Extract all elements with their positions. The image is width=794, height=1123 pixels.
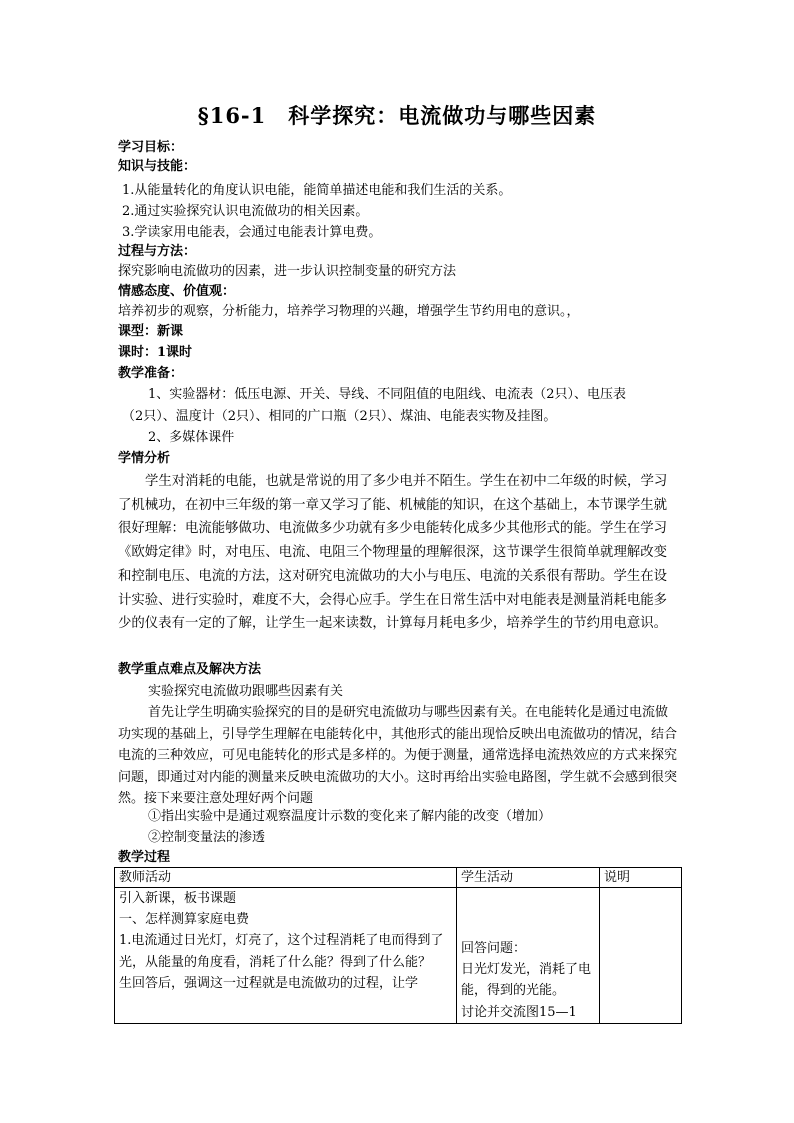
- teacher-line: 1.电流通过日光灯，灯亮了，这个过程消耗了电而得到了光，从能量的角度看，消耗了什么能？得到了什么能？: [119, 933, 444, 970]
- knowledge-item-3: 3.学读家用电能表，会通过电能表计算电费。: [122, 225, 382, 240]
- student-line: 讨论并交流图15—1: [461, 1004, 577, 1020]
- knowledge-heading: 知识与技能：: [118, 159, 197, 174]
- preparation-line-2: （2只）、温度计（2只）、相同的广口瓶（2只）、煤油、电能表实物及挂图。: [122, 409, 557, 424]
- teacher-line: 一、怎样测算家庭电费: [119, 912, 250, 928]
- key-points-heading: 教学重点难点及解决方法: [118, 662, 262, 677]
- teacher-line: 引入新课，板书课题: [119, 891, 237, 906]
- key-points-item-1: ①指出实验中是通过观察温度计示数的变化来了解内能的改变（增加）: [148, 809, 552, 824]
- analysis-paragraph: 学生对消耗的电能，也就是常说的用了多少电并不陌生。学生在初中二年级的时候，学习了机械功，在初中三年级的第一章又学习了能、机械能的知识，在这个基础上，本节课学生就很好理解：电流能够做功、电流做多少功就有多少电能转化成多少其他形式的能。学生在学习《欧姆定律》时，对电压、电流、电阻三个物理量的理解很深，这节课学生很简单就理解改变和控制电压、电流的方法，这对研究电流做功的大小与电压、电流的关系很有帮助。学生在设计实验、进行实验时，难度不大，会得心应手。学生在日常生活中对电能表是测量消耗电能多少的仪表有一定的了解，让学生一起来读数，计算每月耗电多少，培养学生的节约用电意识。: [118, 474, 668, 632]
- column-header-note: 说明: [600, 868, 682, 888]
- teaching-process-table: [114, 867, 682, 1024]
- key-points-item-2: ②控制变量法的渗透: [148, 830, 266, 845]
- lesson-hours: 课时：1课时: [118, 345, 193, 360]
- key-points-subheading: 实验探究电流做功跟哪些因素有关: [148, 684, 344, 699]
- preparation-line-3: 2、多媒体课件: [148, 430, 235, 445]
- table-row: [115, 888, 682, 1024]
- page-title: §16-1 科学探究：电流做功与哪些因素: [197, 103, 597, 128]
- lesson-type: 课型：新课: [118, 324, 184, 339]
- note-cell: [600, 888, 682, 1024]
- student-line: 回答问题：: [461, 941, 527, 956]
- key-points-paragraph: 首先让学生明确实验探究的目的是研究电流做功与哪些因素有关。在电能转化是通过电流做功实现的基础上，引导学生理解在电能转化中，其他形式的能出现恰反映出电流做功的情况，结合电流的三种效应，可见电能转化的形式是多样的。为便于测量，通常选择电流热效应的方式来探究问题，即通过对内能的测量来反映电流做功的大小。这时再给出实验电路图，学生就不会感到很突然。接下来要注意处理好两个问题: [118, 705, 678, 807]
- analysis-heading: 学情分析: [118, 451, 171, 466]
- knowledge-item-2: 2.通过实验探究认识电流做功的相关因素。: [122, 204, 369, 219]
- knowledge-item-1: 1.从能量转化的角度认识电能，能简单描述电能和我们生活的关系。: [122, 183, 512, 198]
- column-header-teacher: 教师活动: [115, 868, 457, 888]
- process-method-text: 探究影响电流做功的因素，进一步认识控制变量的研究方法: [118, 264, 457, 279]
- student-activity-cell: [457, 888, 600, 1024]
- student-line: 日光灯发光，消耗了电能，得到的光能。: [461, 962, 592, 999]
- emotion-heading: 情感态度、价值观：: [118, 284, 236, 299]
- table-header-row: [115, 868, 682, 888]
- preparation-heading: 教学准备：: [118, 366, 184, 381]
- process-heading: 教学过程: [118, 850, 171, 865]
- column-header-student: 学生活动: [457, 868, 600, 888]
- objectives-heading: 学习目标：: [118, 140, 184, 155]
- process-method-heading: 过程与方法：: [118, 244, 197, 259]
- preparation-line-1: 1、实验器材：低压电源、开关、导线、不同阻值的电阻线、电流表（2只）、电压表: [148, 387, 627, 402]
- teacher-activity-cell: [115, 888, 457, 1024]
- emotion-text: 培养初步的观察，分析能力，培养学习物理的兴趣，增强学生节约用电的意识。，: [118, 304, 580, 319]
- teacher-line: 生回答后，强调这一过程就是电流做功的过程，让学: [119, 975, 419, 991]
